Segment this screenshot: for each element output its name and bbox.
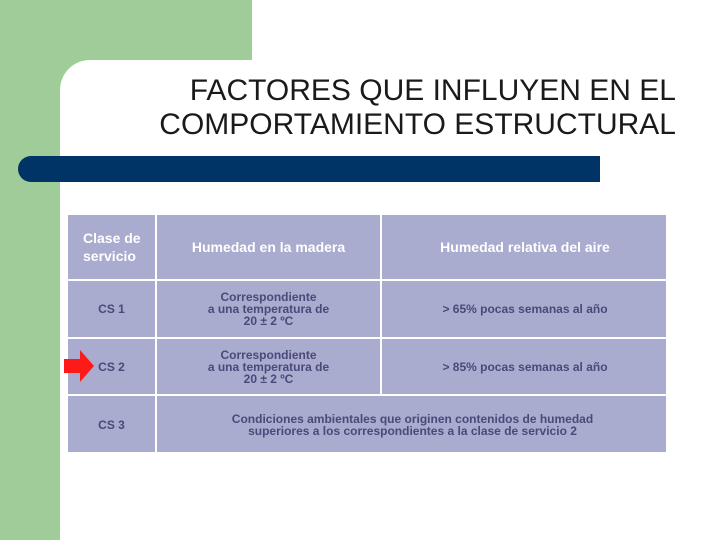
- green-side-band: [0, 0, 60, 540]
- slide-title-line2: COMPORTAMIENTO ESTRUCTURAL: [159, 108, 676, 141]
- row2-aire: > 85% pocas semanas al año: [442, 359, 608, 374]
- green-top-band: [60, 0, 252, 60]
- row3-combinado: Condiciones ambientales que originen contenidos de humedad superiores a los correspondientes a la clase de servicio 2: [231, 412, 594, 438]
- row1-aire: > 65% pocas semanas al año: [442, 302, 608, 316]
- header-clase-servicio: Clase de servicio: [83, 230, 141, 264]
- right-arrow-icon: [64, 350, 94, 382]
- row2-clase: CS 2: [98, 359, 125, 374]
- title-underline-bar: [18, 156, 600, 182]
- service-class-table: [67, 214, 667, 453]
- row1-madera: Correspondiente a una temperatura de 20 ± 2 ºC: [207, 290, 330, 328]
- slide-title-line1: FACTORES QUE INFLUYEN EN EL: [189, 74, 676, 107]
- header-humedad-madera: Humedad en la madera: [191, 239, 346, 255]
- row1-clase: CS 1: [98, 302, 125, 316]
- header-humedad-aire: Humedad relativa del aire: [440, 239, 610, 255]
- slide-title: [70, 74, 676, 142]
- row2-madera: Correspondiente a una temperatura de 20 ± 2 ºC: [207, 347, 330, 386]
- row3-clase: CS 3: [98, 418, 125, 432]
